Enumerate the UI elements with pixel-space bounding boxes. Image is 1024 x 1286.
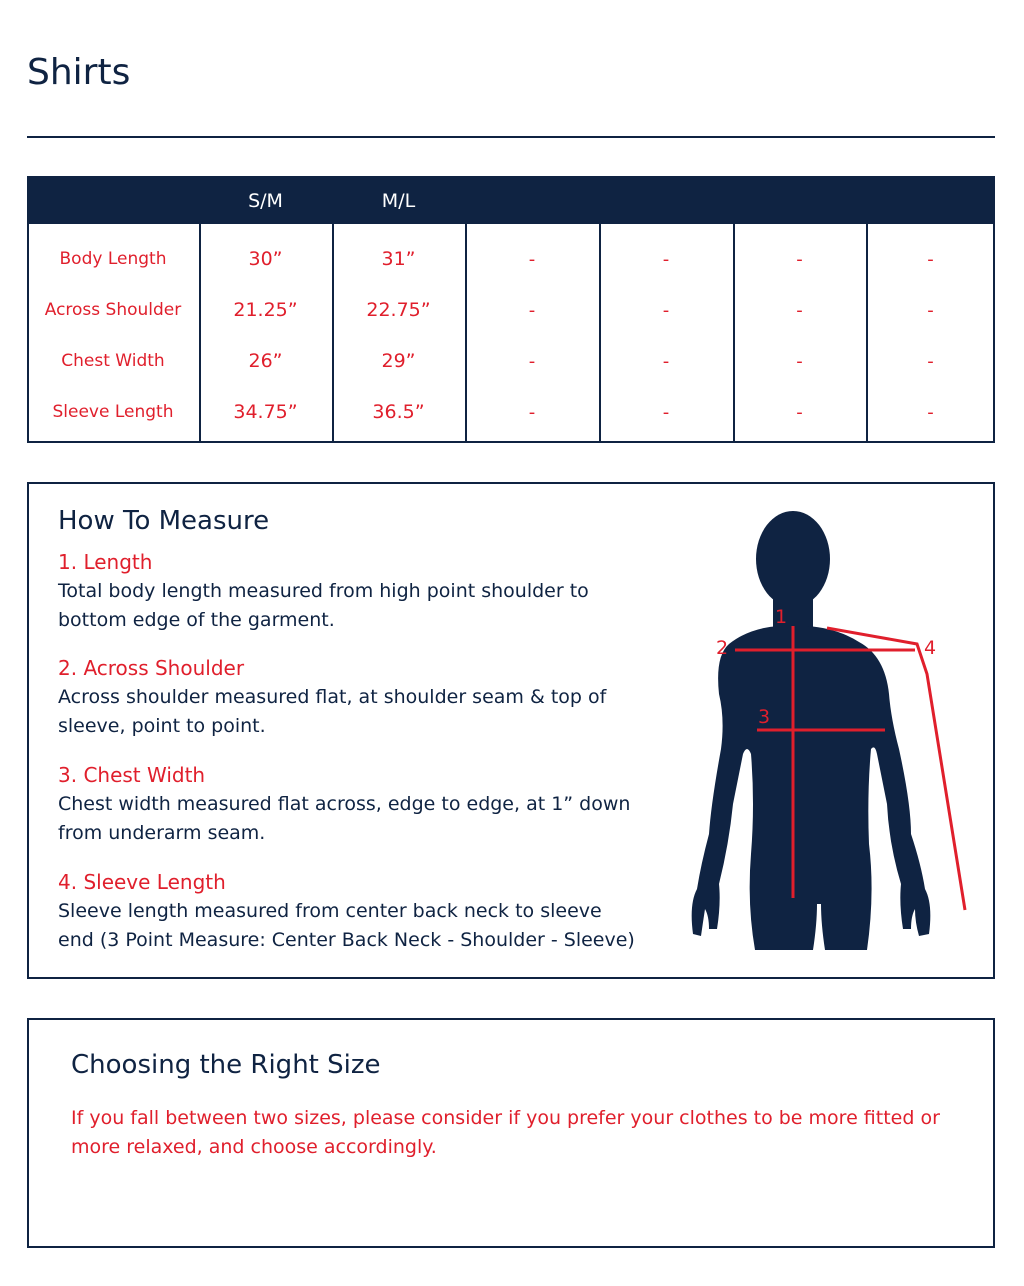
table-cell: - [662,402,670,423]
measure-description-line: from underarm seam. [58,822,266,844]
measure-item-sleeve-length [58,868,658,955]
size-table-header [29,178,993,224]
body-measurement-figure [689,504,989,964]
table-row [29,336,993,387]
table-cell: - [796,351,803,372]
table-cell: - [528,402,536,423]
choosing-size-line: If you fall between two sizes, please consider if you prefer your clothes to be more fitted or [71,1107,940,1129]
page-title: Shirts [27,52,131,93]
table-row [29,234,993,285]
how-to-measure-panel [27,482,995,979]
row-label: Across Shoulder [44,300,182,320]
table-cell: - [927,249,934,270]
choosing-size-panel [27,1018,995,1248]
table-cell: 21.25” [233,299,298,321]
table-cell: - [927,402,934,423]
table-cell: 22.75” [366,299,431,321]
measure-heading: 2. Across Shoulder [58,656,245,680]
table-row [29,387,993,438]
header-size-ml: M/L [381,190,416,212]
table-cell: - [796,249,803,270]
marker-3: 3 [758,706,771,728]
row-label: Chest Width [61,351,165,371]
choosing-size-text [71,1104,971,1162]
measure-heading: 1. Length [58,550,153,574]
table-row [29,285,993,336]
table-cell: - [528,351,536,372]
choosing-size-title: Choosing the Right Size [71,1050,381,1080]
table-cell: - [662,300,670,321]
table-cell: 34.75” [233,401,298,423]
measure-item-chest-width [58,761,658,848]
table-cell: 29” [381,350,416,372]
size-chart-table [27,176,995,443]
table-cell: 36.5” [372,401,425,423]
measure-description-line: Across shoulder measured flat, at shoulder seam & top of [58,686,607,708]
table-cell: 30” [248,248,283,270]
table-cell: - [927,351,934,372]
table-cell: - [662,351,670,372]
table-cell: - [927,300,934,321]
measure-heading: 4. Sleeve Length [58,870,226,894]
measure-item-length [58,548,658,635]
measure-description-line: bottom edge of the garment. [58,609,335,631]
row-label: Sleeve Length [52,402,174,422]
measure-heading: 3. Chest Width [58,763,206,787]
header-size-sm: S/M [248,190,283,212]
measure-description-line: Total body length measured from high point shoulder to [58,580,589,602]
table-cell: - [662,249,670,270]
title-divider [27,136,995,138]
row-label: Body Length [59,249,167,269]
table-cell: - [528,249,536,270]
table-cell: 31” [381,248,416,270]
choosing-size-line: more relaxed, and choose accordingly. [71,1136,437,1158]
table-cell: 26” [248,350,283,372]
measure-item-across-shoulder [58,654,658,741]
table-cell: - [528,300,536,321]
marker-4: 4 [924,637,937,659]
table-cell: - [796,402,803,423]
how-to-measure-title: How To Measure [58,506,270,536]
marker-1: 1 [775,606,788,628]
measure-description-line: sleeve, point to point. [58,715,266,737]
measure-description-line: end (3 Point Measure: Center Back Neck - Shoulder - Sleeve) [58,929,635,951]
measure-description-line: Chest width measured flat across, edge to edge, at 1” down [58,793,631,815]
marker-2: 2 [716,637,729,659]
measure-description-line: Sleeve length measured from center back neck to sleeve [58,900,602,922]
table-cell: - [796,300,803,321]
